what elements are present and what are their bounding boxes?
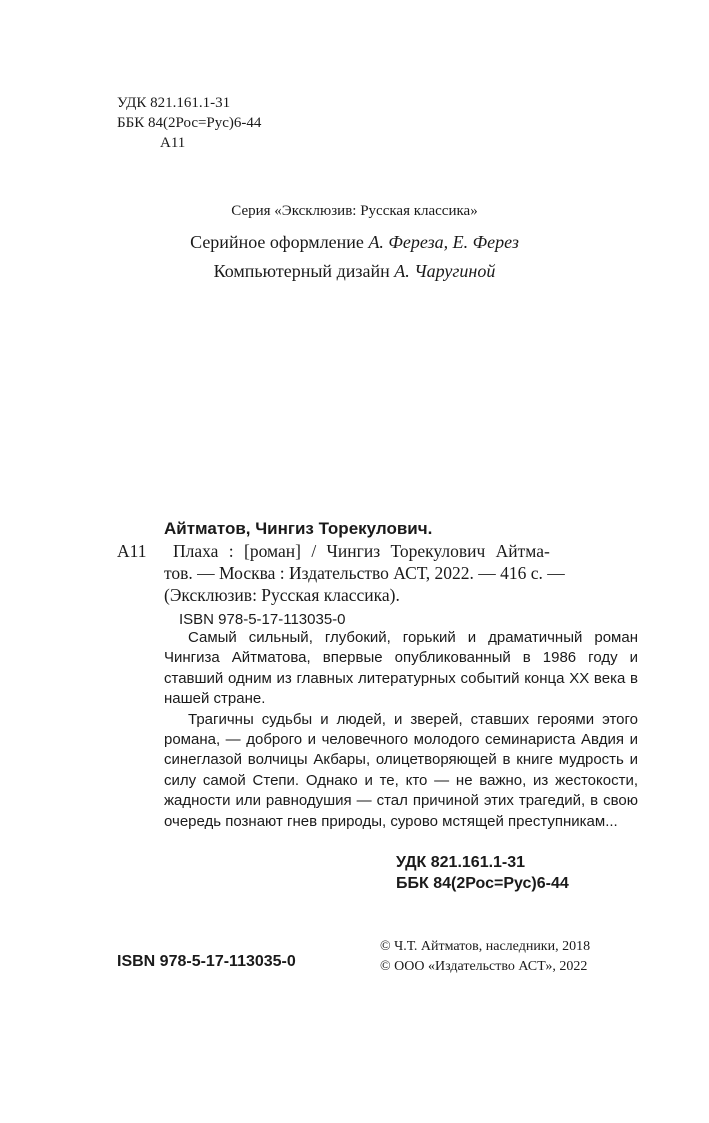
catalog-desc-line-3: (Эксклюзив: Русская классика). xyxy=(164,585,400,605)
annotation-paragraph-2: Трагичны судьбы и людей, и зверей, ставших героями этого романа, — доброго и человечного молодого семинариста Авдия и синеглазой волчицы Акбары, олицетворяющей в книге мудрость и силу самой Степи. Однако и те, кто — не важно, из жестокости, жадности или равнодушия — стал причиной этих трагедий, в свою очередь познают гнев природы, сурово мстящей преступникам... xyxy=(164,710,638,830)
series-title: Серия «Эксклюзив: Русская классика» xyxy=(231,203,478,219)
udk-code: УДК 821.161.1-31 xyxy=(117,95,231,111)
computer-design-credit xyxy=(0,261,709,282)
catalog-record xyxy=(117,518,637,631)
catalog-author: Айтматов, Чингиз Торекулович. xyxy=(164,519,433,538)
catalog-code: А11 xyxy=(117,541,147,561)
annotation-paragraph-1: Самый сильный, глубокий, горький и драматичный роман Чингиза Айтматова, впервые опубликованный в 1986 году и ставший одним из главных литературных событий конца XX века в нашей стране. xyxy=(164,629,638,708)
catalog-row xyxy=(117,540,637,562)
book-annotation xyxy=(164,628,638,832)
catalog-desc-line-2: тов. — Москва : Издательство АСТ, 2022. — 416 с. — xyxy=(164,563,565,583)
bottom-bbk-code: ББК 84(2Рос=Рус)6-44 xyxy=(396,875,569,892)
series-design-credit xyxy=(0,232,709,253)
bottom-classification-codes xyxy=(396,852,569,894)
bbk-code: ББК 84(2Рос=Рус)6-44 xyxy=(117,115,262,131)
author-mark: А11 xyxy=(160,135,186,151)
computer-design-name: А. Чаругиной xyxy=(394,261,496,281)
top-classification-codes xyxy=(117,93,261,153)
copyright-line-1: © Ч.Т. Айтматов, наследники, 2018 xyxy=(380,939,591,954)
bottom-udk-code: УДК 821.161.1-31 xyxy=(396,854,526,871)
catalog-isbn: ISBN 978-5-17-113035-0 xyxy=(179,611,346,628)
catalog-desc-line-1: Плаха : [роман] / Чингиз Торекулович Айтма- xyxy=(173,541,550,561)
copyright-block xyxy=(380,937,590,977)
design-names: А. Фереза, Е. Ферез xyxy=(368,232,519,252)
copyright-line-2: © ООО «Издательство АСТ», 2022 xyxy=(380,959,588,974)
bottom-isbn: ISBN 978-5-17-113035-0 xyxy=(117,953,296,970)
design-label: Серийное оформление xyxy=(190,232,369,252)
computer-design-label: Компьютерный дизайн xyxy=(213,261,395,281)
